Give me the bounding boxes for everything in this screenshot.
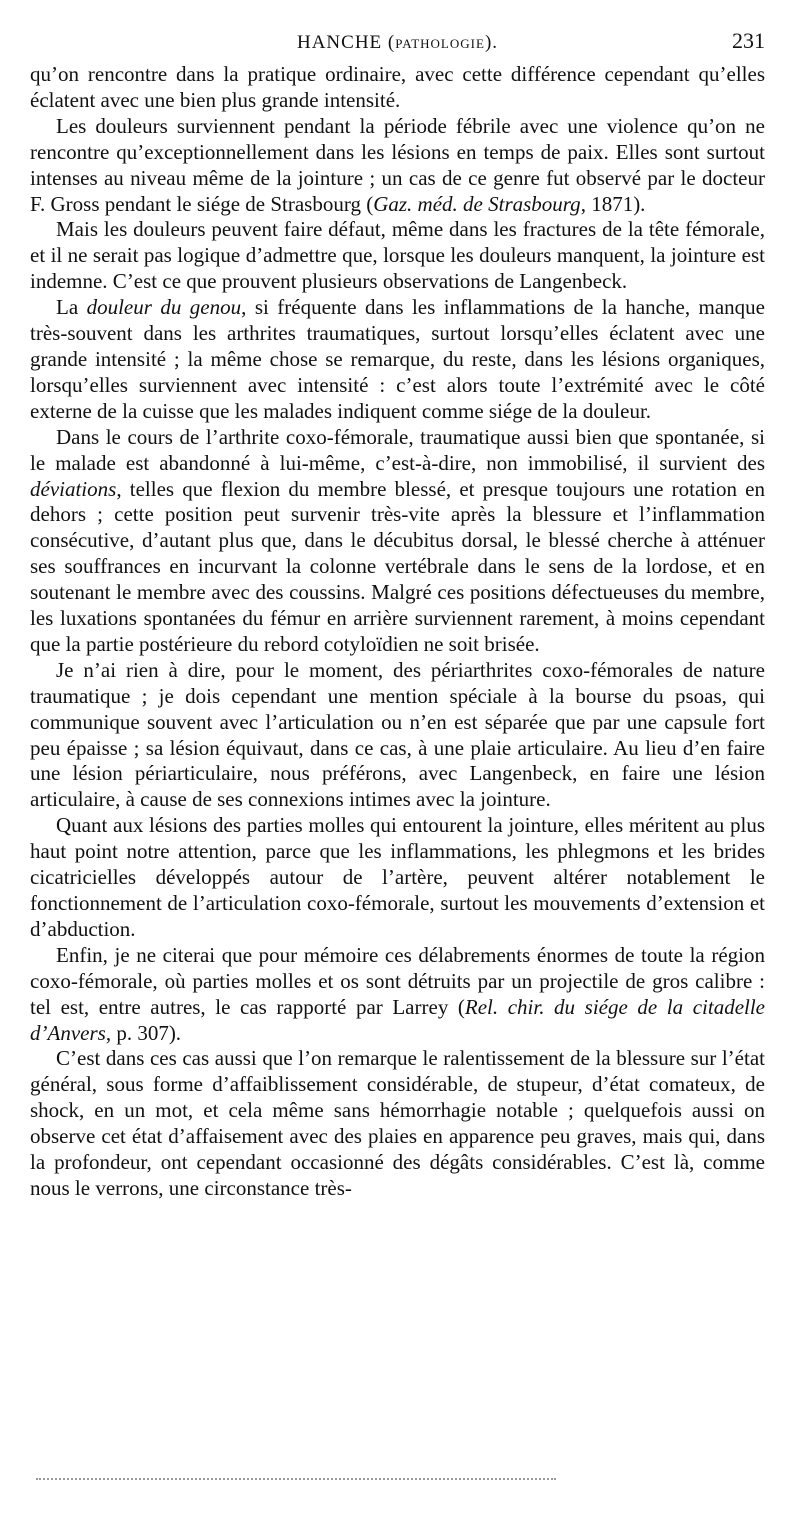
page-number: 231: [732, 28, 765, 53]
paragraph: [30, 425, 765, 658]
text-run: Je n’ai rien à dire, pour le moment, des périarthrites coxo-fémorales de nature traumatique ; je dois cependant une mention spéciale à la bourse du psoas, qui communique souvent avec l’articulation ou n’en est séparée que par une capsule fort peu épaisse ; sa lésion équivaut, dans ce cas, à une plaie articulaire. Au lieu d’en faire une lésion périarticulaire, nous préférons, avec Langenbeck, en faire une lésion articulaire, à cause de ses connexions intimes avec la jointure.: [30, 657, 765, 812]
italic-text: déviations: [30, 476, 117, 501]
italic-text: douleur du genou: [86, 295, 242, 320]
italic-text: Gaz. méd. de Strasbourg: [373, 191, 581, 216]
italic-text: Rel. chir. du siége de la citadelle d’Anvers: [30, 994, 766, 1045]
text-run: , si fréquente dans les inflammations de la hanche, manque très-souvent dans les arthrites traumatiques, surtout lorsqu’elles éclatent avec une grande intensité ; la même chose se remarque, du reste, dans les lésions organiques, lorsqu’elles surviennent avec intensité : c’est alors toute l’extrémité avec le côté externe de la cuisse que les malades indiquent comme siége de la douleur.: [30, 295, 765, 423]
page-header: [30, 28, 765, 62]
text-run: Enfin, je ne citerai que pour mémoire ces délabrements énormes de toute la région coxo-fémorale, où parties molles et os sont détruits par un projectile de gros calibre : tel est, entre autres, le cas rapporté par Larrey (: [30, 942, 765, 1019]
paragraph: [30, 813, 765, 943]
text-run: Mais les douleurs peuvent faire défaut, même dans les fractures de la tête fémorale, et il ne serait pas logique d’admettre que, lorsque les douleurs manquent, la jointure est indemne. C’est ce que prouvent plusieurs observations de Langenbeck.: [30, 217, 765, 294]
text-run: , telles que flexion du membre blessé, et presque toujours une rotation en dehors ; cette position peut survenir très-vite après la blessure et l’inflammation consécutive, d’autant plus que, dans le décubitus dorsal, le blessé cherche à atténuer ses souffrances en incurvant la colonne vertébrale dans le sens de la lordose, et en soutenant le membre avec des coussins. Malgré ces positions défectueuses du membre, les luxations spontanées du fémur en arrière surviennent rarement, à moins cependant que la partie postérieure du rebord cotyloïdien ne soit brisée.: [30, 476, 765, 656]
text-run: La: [56, 295, 87, 320]
text-run: C’est dans ces cas aussi que l’on remarque le ralentissement de la blessure sur l’état général, sous forme d’affaiblissement considérable, de stupeur, d’état comateux, de shock, en un mot, et cela même sans hémorrhagie notable ; quelquefois aussi on observe cet état d’affaisement avec des plaies en apparence peu graves, mais qui, dans la profondeur, ont cependant occasionné des dégâts considérables. C’est là, comme nous le verrons, une circonstance très-: [30, 1046, 765, 1200]
text-run: Quant aux lésions des parties molles qui entourent la jointure, elles méritent au plus haut point notre attention, parce que les inflammations, les phlegmons et les brides cicatricielles développés autour de l’artère, peuvent altérer notablement le fonctionnement de l’articulation coxo-fémorale, surtout les mouvements d’extension et d’abduction.: [30, 813, 765, 941]
text-run: , p. 307).: [105, 1020, 182, 1045]
paragraph: [30, 1046, 765, 1201]
running-title-end: ).: [484, 32, 499, 53]
text-run: qu’on rencontre dans la pratique ordinaire, avec cette différence cependant qu’elles éclatent avec une bien plus grande intensité.: [30, 62, 765, 112]
paragraph: [30, 943, 765, 1047]
text-run: Les douleurs surviennent pendant la période fébrile avec une violence qu’on ne rencontre qu’exceptionnellement dans les lésions en temps de paix. Elles sont surtout intenses au niveau même de la jointure ; un cas de ce genre fut observé par le docteur F. Gross pendant le siége de Strasbourg (: [30, 113, 765, 216]
body-text: [30, 62, 765, 1202]
paragraph: [30, 62, 765, 114]
running-title-main: HANCHE (: [296, 32, 396, 53]
paragraph: [30, 114, 765, 218]
text-run: , 1871).: [580, 191, 646, 216]
running-title: [30, 32, 765, 54]
footer-rule: [36, 1478, 556, 1481]
running-title-subject: PATHOLOGIE: [395, 36, 485, 51]
paragraph: [30, 658, 765, 813]
text-run: Dans le cours de l’arthrite coxo-fémorale, traumatique aussi bien que spontanée, si le malade est abandonné à lui-même, c’est-à-dire, non immobilisé, il survient des: [30, 424, 765, 475]
paragraph: [30, 217, 765, 295]
paragraph: [30, 295, 765, 425]
book-page: [30, 28, 765, 1202]
